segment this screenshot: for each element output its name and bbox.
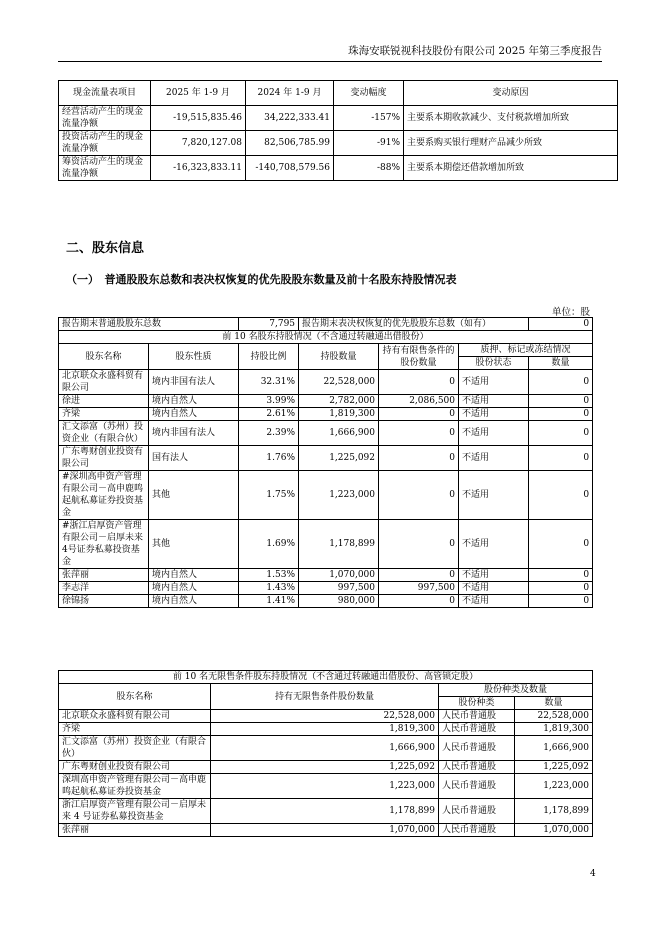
table-row <box>59 471 593 520</box>
cashflow-value-2025: 7,820,127.08 <box>151 131 246 156</box>
col-ratio: 持股比例 <box>239 344 299 370</box>
header-row <box>59 684 593 697</box>
total-holders-label: 报告期末普通股股东总数 <box>59 318 239 331</box>
ul-holder-qty: 1,666,900 <box>211 736 439 761</box>
cashflow-reason: 主要系购买银行理财产品减少所致 <box>404 131 618 156</box>
holder-pledge-status: 不适用 <box>459 595 529 608</box>
table-row <box>59 761 593 774</box>
holder-nature: 境内自然人 <box>149 408 239 421</box>
holder-pledge-amount: 0 <box>529 569 593 582</box>
table-row <box>59 156 618 181</box>
table-row <box>59 370 593 395</box>
holder-ratio: 1.43% <box>239 582 299 595</box>
cashflow-value-2024: 82,506,785.99 <box>246 131 334 156</box>
holder-qty: 1,225,092 <box>299 446 379 471</box>
shareholders-table <box>58 317 593 608</box>
cashflow-value-2025: -19,515,835.46 <box>151 106 246 131</box>
holder-name: 齐梁 <box>59 408 149 421</box>
ul-holder-name: 广东粤财创业投资有限公司 <box>59 761 211 774</box>
holder-nature: 境内非国有法人 <box>149 421 239 446</box>
ul-holder-name: 齐梁 <box>59 723 211 736</box>
holder-qty: 980,000 <box>299 595 379 608</box>
holder-ratio: 1.53% <box>239 569 299 582</box>
holder-ratio: 2.61% <box>239 408 299 421</box>
col-restricted: 持有有限售条件的股份数量 <box>379 344 459 370</box>
table-row <box>59 774 593 799</box>
ul-share-type: 人民币普通股 <box>439 723 515 736</box>
ul-holder-name: 张萍丽 <box>59 824 211 837</box>
ul-holder-name: 浙江启厚资产管理有限公司－启厚未来 4 号证券私募投资基金 <box>59 799 211 824</box>
holder-name: 汇文添富（苏州）投资企业（有限合伙） <box>59 421 149 446</box>
holder-pledge-status: 不适用 <box>459 408 529 421</box>
holder-ratio: 1.76% <box>239 446 299 471</box>
holder-pledge-status: 不适用 <box>459 446 529 471</box>
page-number: 4 <box>590 869 596 879</box>
table-row <box>59 710 593 723</box>
table-row <box>59 799 593 824</box>
table-row <box>59 736 593 761</box>
ul-share-type: 人民币普通股 <box>439 799 515 824</box>
unit-label: 单位：股 <box>551 307 590 318</box>
header-row <box>59 344 593 357</box>
table-row <box>59 421 593 446</box>
ul-col-amount: 数量 <box>515 697 593 710</box>
col-nature: 股东性质 <box>149 344 239 370</box>
cashflow-reason: 主要系本期收款减少、支付税款增加所致 <box>404 106 618 131</box>
ul-holder-qty: 1,070,000 <box>211 824 439 837</box>
cashflow-item: 投资活动产生的现金流量净额 <box>59 131 151 156</box>
ul-share-type: 人民币普通股 <box>439 736 515 761</box>
ul-holder-qty: 1,225,092 <box>211 761 439 774</box>
holder-pledge-amount: 0 <box>529 421 593 446</box>
pref-holders-value: 0 <box>529 318 593 331</box>
shareholders-body <box>59 370 593 608</box>
table-row <box>59 723 593 736</box>
table-row <box>59 569 593 582</box>
holder-nature: 境内自然人 <box>149 569 239 582</box>
cashflow-table <box>58 80 618 181</box>
ul-col-qty: 持有无限售条件股份数量 <box>211 684 439 710</box>
holder-name: #深圳高申资产管理有限公司－高申鹿鸣起航私募证券投资基金 <box>59 471 149 520</box>
section-title: 二、股东信息 <box>66 241 145 256</box>
cashflow-col-item: 现金流量表项目 <box>59 81 151 106</box>
table-row <box>59 582 593 595</box>
holder-qty: 22,528,000 <box>299 370 379 395</box>
holder-pledge-status: 不适用 <box>459 471 529 520</box>
subsection-title: （一） 普通股股东总数和表决权恢复的优先股股东数量及前十名股东持股情况表 <box>66 273 457 286</box>
holder-ratio: 1.41% <box>239 595 299 608</box>
table-row <box>59 446 593 471</box>
ul-holder-qty: 1,819,300 <box>211 723 439 736</box>
holder-restricted: 0 <box>379 471 459 520</box>
ul-share-amount: 1,223,000 <box>515 774 593 799</box>
ul-holder-name: 深圳高申资产管理有限公司－高申鹿鸣起航私募证券投资基金 <box>59 774 211 799</box>
holder-ratio: 32.31% <box>239 370 299 395</box>
ul-share-amount: 22,528,000 <box>515 710 593 723</box>
cashflow-value-2024: 34,222,333.41 <box>246 106 334 131</box>
holder-nature: 其他 <box>149 520 239 569</box>
title-row <box>59 331 593 344</box>
cashflow-value-2025: -16,323,833.11 <box>151 156 246 181</box>
summary-row <box>59 318 593 331</box>
cashflow-change: -157% <box>334 106 404 131</box>
holder-name: #浙江启厚资产管理有限公司－启厚未来4号证券私募投资基金 <box>59 520 149 569</box>
cashflow-item: 筹资活动产生的现金流量净额 <box>59 156 151 181</box>
holder-pledge-amount: 0 <box>529 471 593 520</box>
holder-name: 广东粤财创业投资有限公司 <box>59 446 149 471</box>
holder-restricted: 0 <box>379 421 459 446</box>
ul-col-type-group: 股份种类及数量 <box>439 684 593 697</box>
holder-qty: 997,500 <box>299 582 379 595</box>
ul-share-type: 人民币普通股 <box>439 761 515 774</box>
ul-holder-qty: 22,528,000 <box>211 710 439 723</box>
holder-ratio: 3.99% <box>239 395 299 408</box>
table-row <box>59 395 593 408</box>
holder-qty: 1,223,000 <box>299 471 379 520</box>
ul-share-amount: 1,070,000 <box>515 824 593 837</box>
holder-pledge-status: 不适用 <box>459 520 529 569</box>
cashflow-change: -88% <box>334 156 404 181</box>
ul-holder-name: 汇文添富（苏州）投资企业（有限合伙） <box>59 736 211 761</box>
holder-pledge-amount: 0 <box>529 370 593 395</box>
holder-restricted: 0 <box>379 520 459 569</box>
holder-pledge-status: 不适用 <box>459 370 529 395</box>
holder-pledge-amount: 0 <box>529 520 593 569</box>
holder-name: 张萍丽 <box>59 569 149 582</box>
ul-share-type: 人民币普通股 <box>439 774 515 799</box>
holder-name: 徐锦扬 <box>59 595 149 608</box>
cashflow-change: -91% <box>334 131 404 156</box>
holder-nature: 境内自然人 <box>149 595 239 608</box>
col-status: 股份状态 <box>459 357 529 370</box>
table-row <box>59 520 593 569</box>
ul-share-type: 人民币普通股 <box>439 710 515 723</box>
unrestricted-table <box>58 670 593 837</box>
holder-pledge-status: 不适用 <box>459 395 529 408</box>
unrestricted-body <box>59 710 593 837</box>
holder-name: 北京联众永盛科贸有限公司 <box>59 370 149 395</box>
ul-holder-qty: 1,178,899 <box>211 799 439 824</box>
table-row <box>59 824 593 837</box>
holder-restricted: 0 <box>379 595 459 608</box>
cashflow-item: 经营活动产生的现金流量净额 <box>59 106 151 131</box>
unrestricted-title: 前 10 名无限售条件股东持股情况（不含通过转融通出借股份、高管锁定股） <box>59 671 593 684</box>
holder-pledge-status: 不适用 <box>459 421 529 446</box>
ul-col-type: 股份种类 <box>439 697 515 710</box>
holder-nature: 其他 <box>149 471 239 520</box>
col-amount: 数量 <box>529 357 593 370</box>
cashflow-reason: 主要系本期偿还借款增加所致 <box>404 156 618 181</box>
holder-pledge-status: 不适用 <box>459 569 529 582</box>
holder-pledge-amount: 0 <box>529 395 593 408</box>
cashflow-value-2024: -140,708,579.56 <box>246 156 334 181</box>
total-holders-value: 7,795 <box>239 318 299 331</box>
holder-pledge-amount: 0 <box>529 408 593 421</box>
col-pledge: 质押、标记或冻结情况 <box>459 344 593 357</box>
ul-holder-qty: 1,223,000 <box>211 774 439 799</box>
cashflow-col-change: 变动幅度 <box>334 81 404 106</box>
holder-name: 徐进 <box>59 395 149 408</box>
holder-name: 李志洋 <box>59 582 149 595</box>
holder-qty: 1,666,900 <box>299 421 379 446</box>
holder-pledge-status: 不适用 <box>459 582 529 595</box>
table-row <box>59 408 593 421</box>
ul-share-amount: 1,819,300 <box>515 723 593 736</box>
cashflow-header-row <box>59 81 618 106</box>
holder-restricted: 2,086,500 <box>379 395 459 408</box>
holder-restricted: 997,500 <box>379 582 459 595</box>
ul-share-amount: 1,178,899 <box>515 799 593 824</box>
holder-qty: 1,070,000 <box>299 569 379 582</box>
pref-holders-label: 报告期末表决权恢复的优先股股东总数（如有） <box>299 318 529 331</box>
ul-share-amount: 1,225,092 <box>515 761 593 774</box>
holder-qty: 1,819,300 <box>299 408 379 421</box>
holder-pledge-amount: 0 <box>529 595 593 608</box>
holder-ratio: 1.69% <box>239 520 299 569</box>
holder-pledge-amount: 0 <box>529 582 593 595</box>
holder-nature: 国有法人 <box>149 446 239 471</box>
holder-qty: 1,178,899 <box>299 520 379 569</box>
table-row <box>59 131 618 156</box>
page-header: 珠海安联锐视科技股份有限公司 2025 年第三季度报告 <box>58 44 602 62</box>
holder-ratio: 2.39% <box>239 421 299 446</box>
holder-nature: 境内自然人 <box>149 395 239 408</box>
holder-qty: 2,782,000 <box>299 395 379 408</box>
cashflow-col-2024: 2024 年 1-9 月 <box>246 81 334 106</box>
holder-restricted: 0 <box>379 569 459 582</box>
table-row <box>59 595 593 608</box>
ul-share-amount: 1,666,900 <box>515 736 593 761</box>
ul-share-type: 人民币普通股 <box>439 824 515 837</box>
holder-ratio: 1.75% <box>239 471 299 520</box>
col-name: 股东名称 <box>59 344 149 370</box>
holder-restricted: 0 <box>379 408 459 421</box>
col-qty: 持股数量 <box>299 344 379 370</box>
cashflow-col-2025: 2025 年 1-9 月 <box>151 81 246 106</box>
holder-nature: 境内非国有法人 <box>149 370 239 395</box>
title-row <box>59 671 593 684</box>
cashflow-col-reason: 变动原因 <box>404 81 618 106</box>
holder-nature: 境内自然人 <box>149 582 239 595</box>
holder-restricted: 0 <box>379 370 459 395</box>
ul-col-name: 股东名称 <box>59 684 211 710</box>
table-row <box>59 106 618 131</box>
top10-title: 前 10 名股东持股情况（不含通过转融通出借股份） <box>59 331 593 344</box>
holder-restricted: 0 <box>379 446 459 471</box>
holder-pledge-amount: 0 <box>529 446 593 471</box>
ul-holder-name: 北京联众永盛科贸有限公司 <box>59 710 211 723</box>
